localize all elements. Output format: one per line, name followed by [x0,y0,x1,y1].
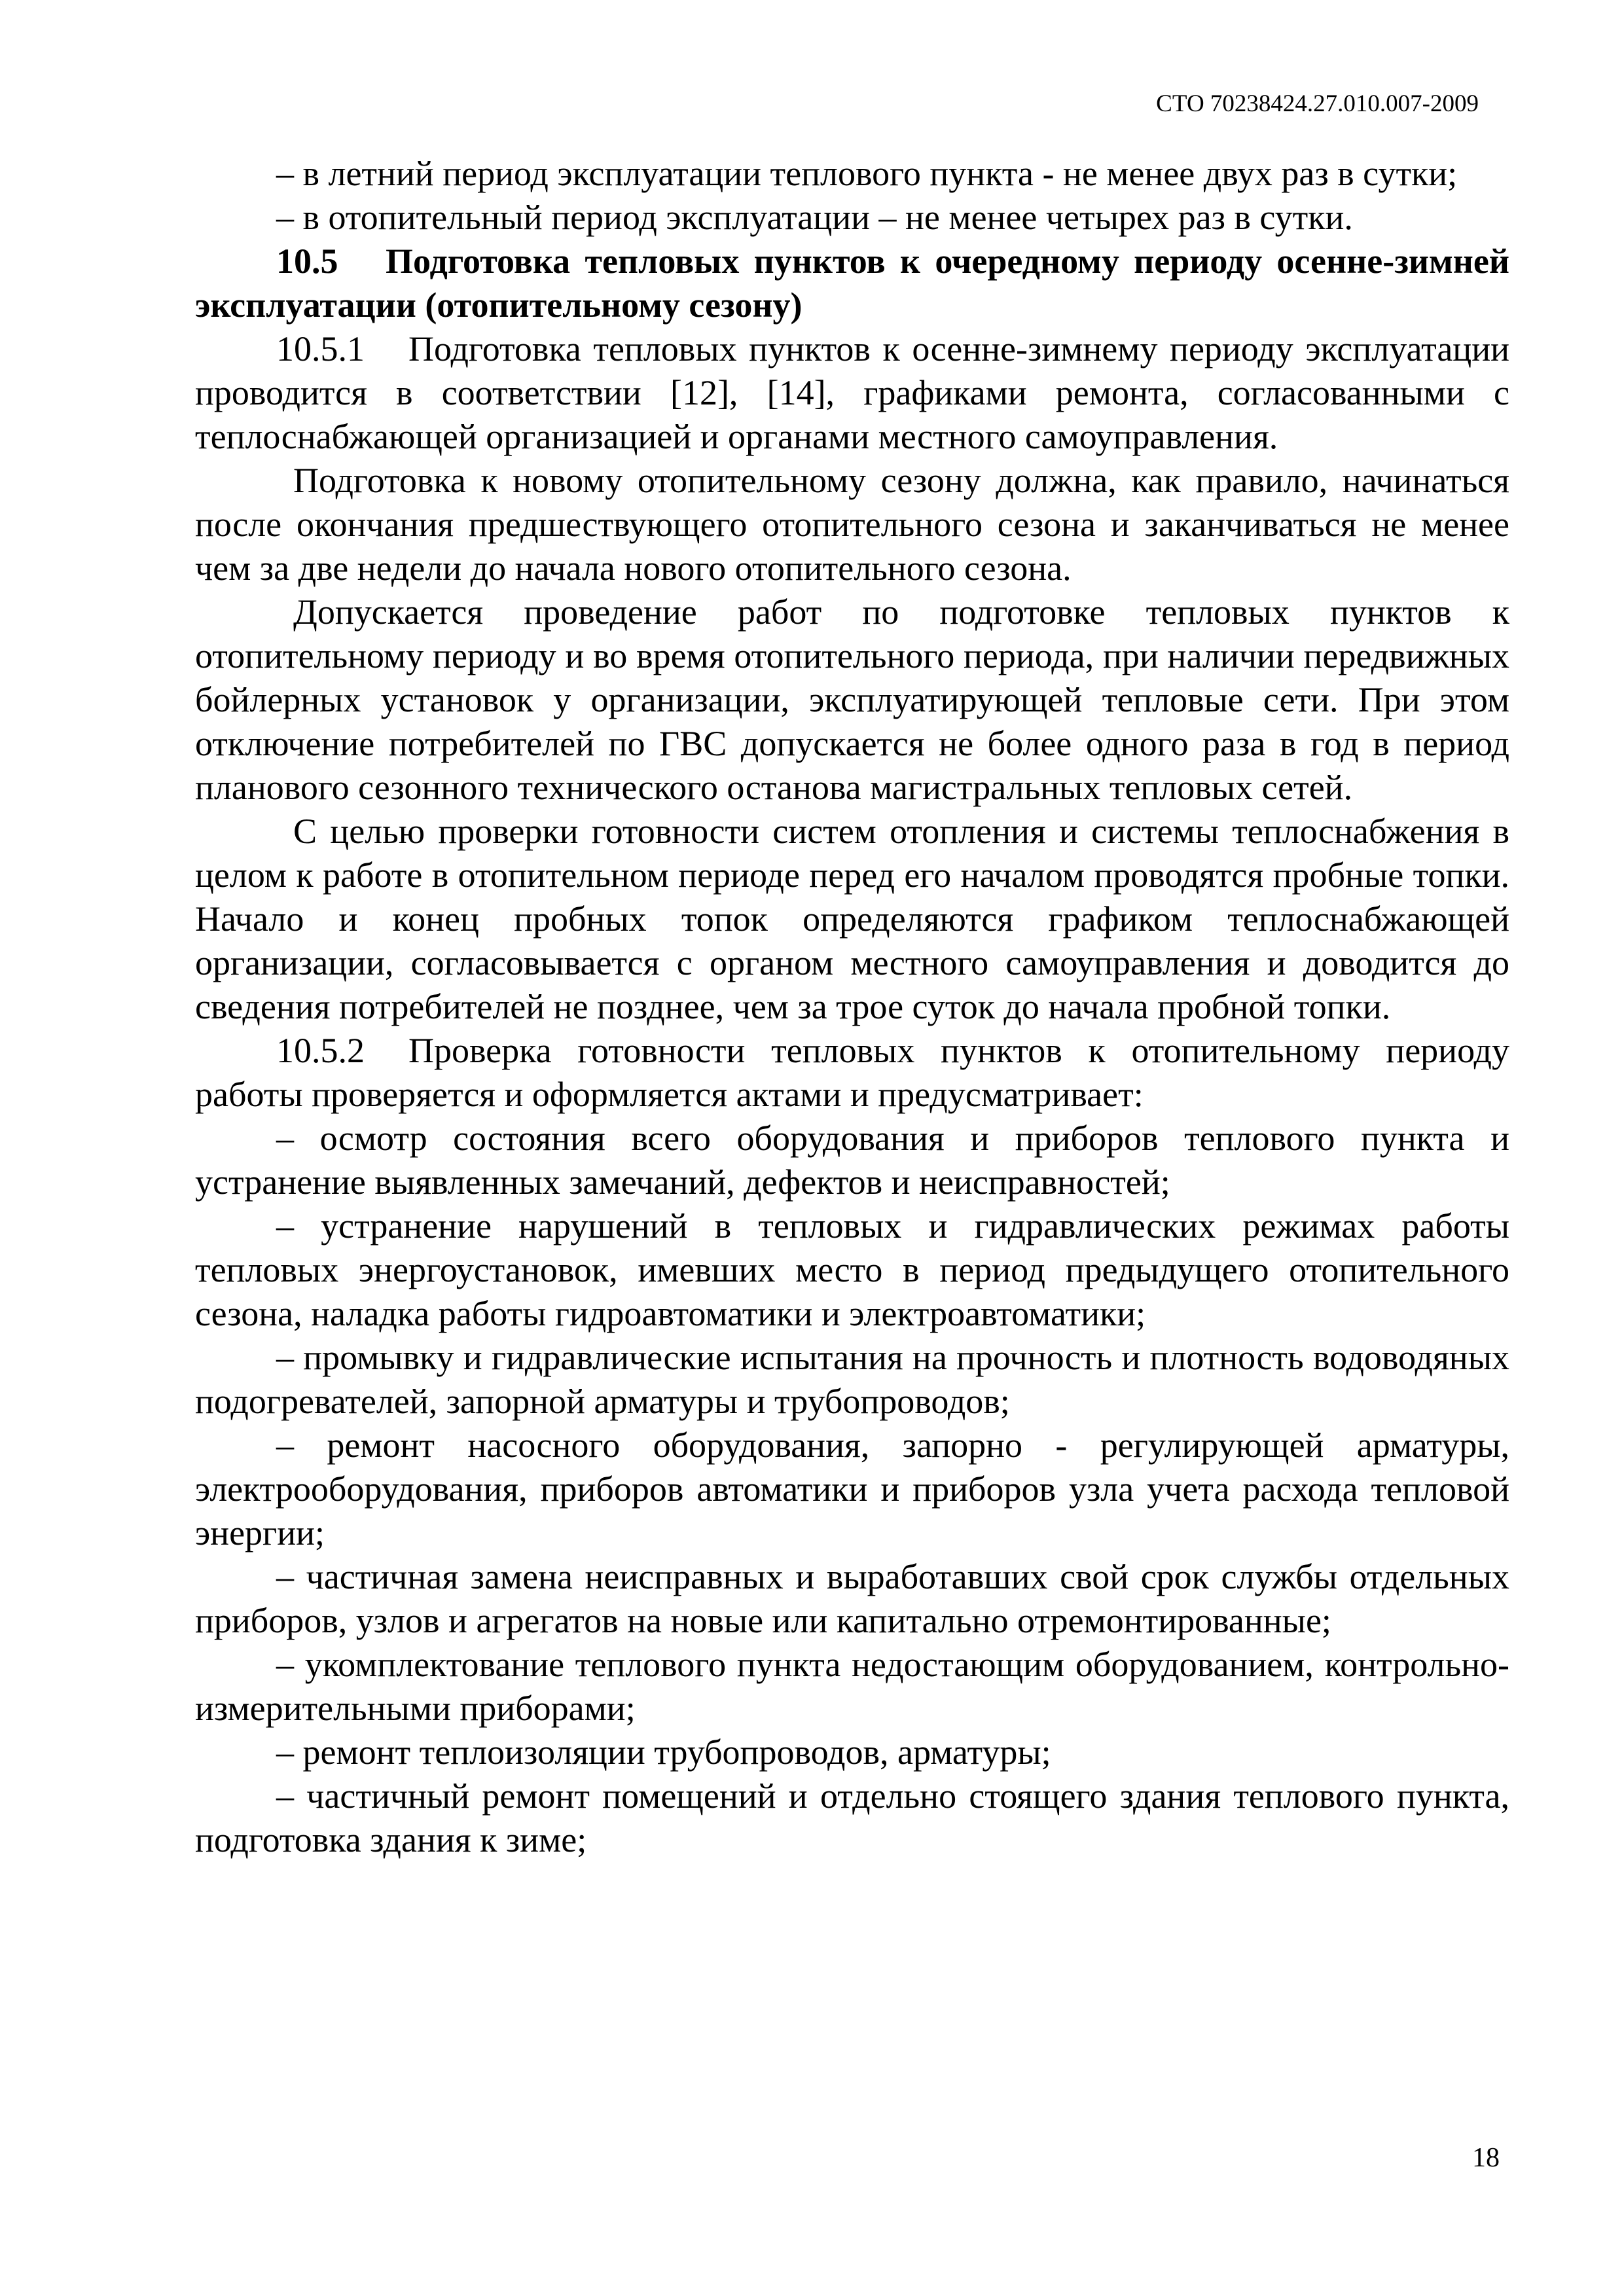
list-item: – ремонт теплоизоляции трубопроводов, арматуры; [276,1732,1051,1772]
list-item: – ремонт насосного оборудования, запорно - регулирующей арматуры, электрооборудования, приборов автоматики и приборов узла учета расхода тепловой энергии; [195,1426,1509,1552]
list-item: – частичная замена неисправных и выработавших свой срок службы отдельных приборов, узлов и агрегатов на новые или капитально отремонтированные; [195,1557,1509,1640]
list-item: – промывку и гидравлические испытания на прочность и плотность водоводяных подогревателей, запорной арматуры и трубопроводов; [195,1338,1509,1421]
list-item: – осмотр состояния всего оборудования и приборов теплового пункта и устранение выявленных замечаний, дефектов и неисправностей; [195,1119,1509,1202]
document-code: СТО 70238424.27.010.007-2009 [1156,90,1479,117]
subsection-text: Подготовка тепловых пунктов к осенне-зимнему периоду эксплуатации проводится в соответствии [12], [14], графиками ремонта, согласованными с теплоснабжающей организацией и органами местного самоуправления. [195,329,1509,456]
list-item: – частичный ремонт помещений и отдельно стоящего здания теплового пункта, подготовка здания к зиме; [195,1776,1509,1859]
section-title: Подготовка тепловых пунктов к очередному периоду осенне-зимней эксплуатации (отопительному сезону) [195,242,1509,325]
subsection-10-5-2 [195,1029,1509,1117]
page-number: 18 [1472,2143,1500,2173]
subsection-number: 10.5.2 [276,1031,365,1070]
document-body [195,152,1509,1862]
subsection-number: 10.5.1 [276,329,365,368]
paragraph-preparation: Подготовка к новому отопительному сезону должна, как правило, начинаться после окончания предшествующего отопительного сезона и заканчиваться не менее чем за две недели до начала нового отопительного сезона. [195,461,1509,588]
list-item: – укомплектование теплового пункта недостающим оборудованием, контрольно-измерительными приборами; [195,1645,1509,1728]
subsection-text: Проверка готовности тепловых пунктов к отопительному периоду работы проверяется и оформляется актами и предусматривает: [195,1031,1509,1114]
paragraph-trial-firing: С целью проверки готовности систем отопления и системы теплоснабжения в целом к работе в отопительном периоде перед его началом проводятся пробные топки. Начало и конец пробных топок определяются графиком теплоснабжающей организации, согласовывается с органом местного самоуправления и доводится до сведения потребителей не позднее, чем за трое суток до начала пробной топки. [195,812,1509,1026]
paragraph-summer-period: – в летний период эксплуатации теплового пункта - не менее двух раз в сутки; [276,154,1458,193]
section-number: 10.5 [276,242,338,281]
subsection-10-5-1 [195,327,1509,459]
paragraph-allowed-works: Допускается проведение работ по подготовке тепловых пунктов к отопительному периоду и во время отопительного периода, при наличии передвижных бойлерных установок у организации, эксплуатирующей тепловые сети. При этом отключение потребителей по ГВС допускается не более одного раза в год в период планового сезонного технического останова магистральных тепловых сетей. [195,592,1509,807]
section-heading [195,240,1509,327]
list-item: – устранение нарушений в тепловых и гидравлических режимах работы тепловых энергоустановок, имевших место в период предыдущего отопительного сезона, наладка работы гидроавтоматики и электроавтоматики; [195,1206,1509,1333]
paragraph-heating-period: – в отопительный период эксплуатации – не менее четырех раз в сутки. [276,198,1353,237]
